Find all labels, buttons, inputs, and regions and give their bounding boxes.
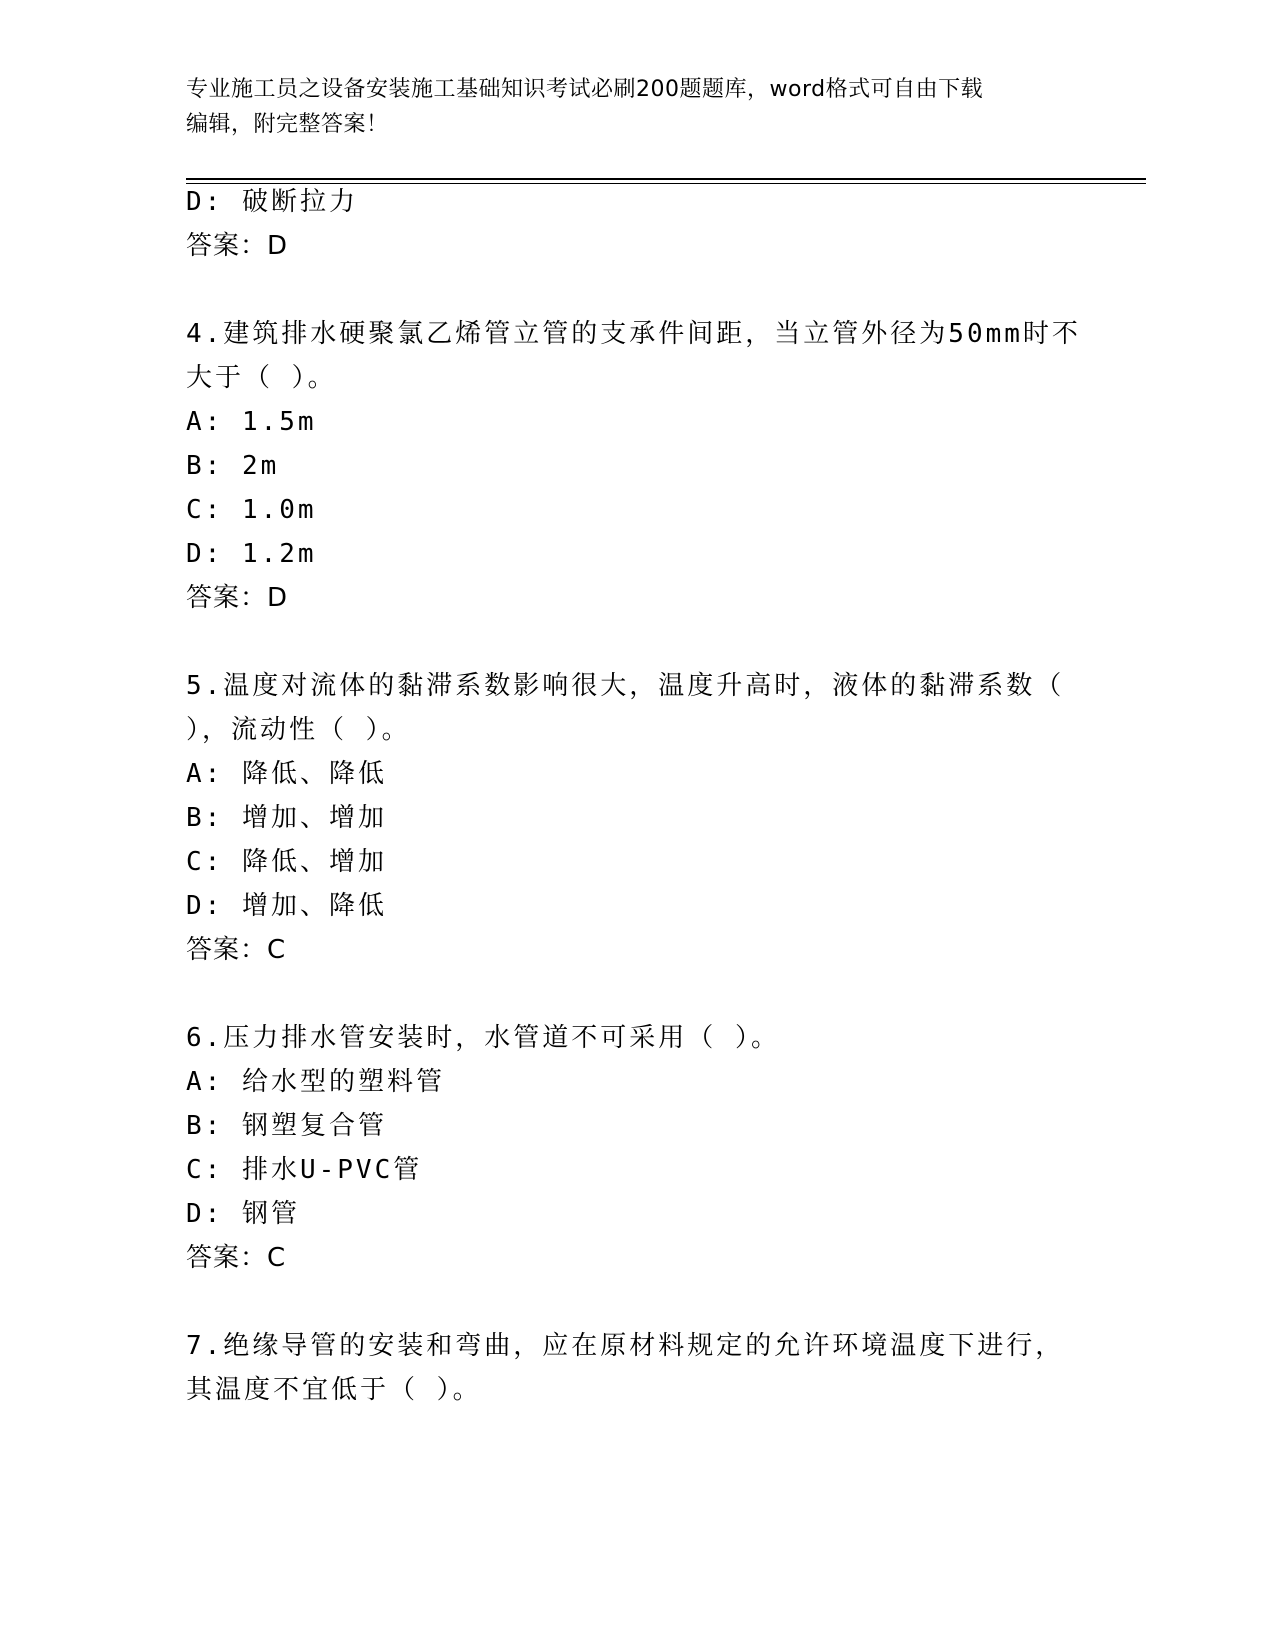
q5-option-a: A: 降低、降低 <box>186 759 387 789</box>
header-line-2: 编辑，附完整答案！ <box>186 112 389 137</box>
q5-option-b: B: 增加、增加 <box>186 803 387 833</box>
q4-option-c: C: 1.0m <box>186 495 317 525</box>
q3-answer: 答案：D <box>186 231 289 261</box>
q5-answer: 答案：C <box>186 935 287 965</box>
q4-option-b: B: 2m <box>186 451 280 481</box>
document-header <box>186 72 1066 142</box>
header-divider-thick <box>186 178 1146 180</box>
q6-option-b: B: 钢塑复合管 <box>186 1111 387 1141</box>
q6-option-d: D: 钢管 <box>186 1199 300 1229</box>
q4-answer: 答案：D <box>186 583 289 613</box>
q4-option-a: A: 1.5m <box>186 407 317 437</box>
q6-answer: 答案：C <box>186 1243 287 1273</box>
header-line-1: 专业施工员之设备安装施工基础知识考试必刷200题题库，word格式可自由下载 <box>186 77 984 102</box>
q6-option-a: A: 给水型的塑料管 <box>186 1067 445 1097</box>
q7-stem-line-1: 7.绝缘导管的安装和弯曲，应在原材料规定的允许环境温度下进行， <box>186 1331 1065 1361</box>
q5-stem-line-2: ），流动性（ ）。 <box>186 715 411 745</box>
q4-option-d: D: 1.2m <box>186 539 317 569</box>
q6-stem-line-1: 6.压力排水管安装时，水管道不可采用（ ）。 <box>186 1023 780 1053</box>
q4-stem-line-1: 4.建筑排水硬聚氯乙烯管立管的支承件间距，当立管外径为50mm时不 <box>186 319 1081 349</box>
q7-stem-line-2: 其温度不宜低于（ ）。 <box>186 1375 482 1405</box>
q5-option-d: D: 增加、降低 <box>186 891 387 921</box>
q5-stem-line-1: 5.温度对流体的黏滞系数影响很大，温度升高时，液体的黏滞系数（ <box>186 671 1065 701</box>
q5-option-c: C: 降低、增加 <box>186 847 387 877</box>
header-divider-thin <box>186 183 1146 184</box>
q3-option-d: D: 破断拉力 <box>186 187 358 217</box>
q6-option-c: C: 排水U-PVC管 <box>186 1155 423 1185</box>
q4-stem-line-2: 大于（ ）。 <box>186 363 337 393</box>
